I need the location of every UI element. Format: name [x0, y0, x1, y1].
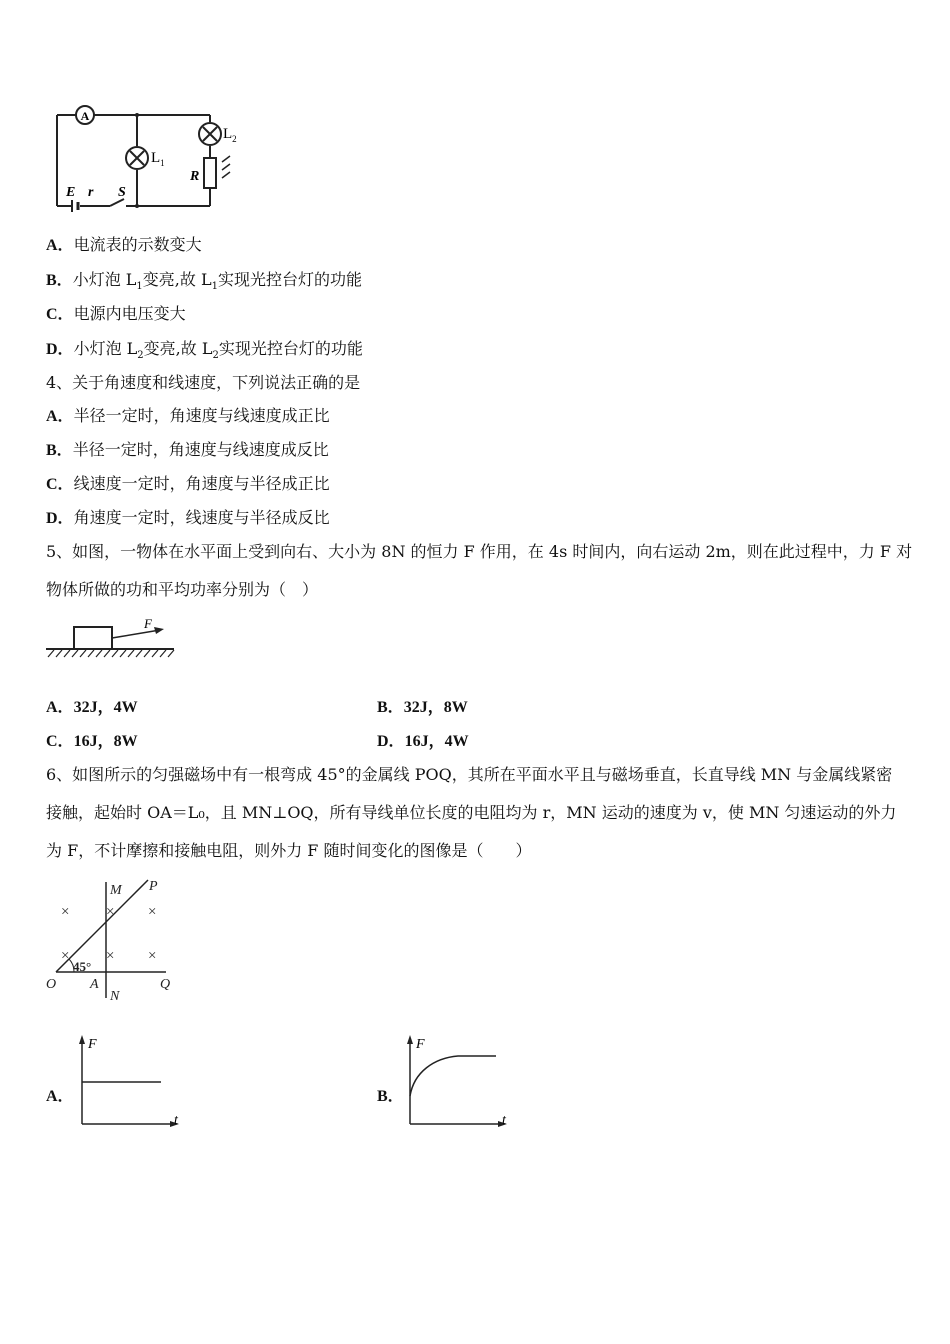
- magnetic-field-diagram: [44, 872, 184, 1007]
- q5-option-c[interactable]: C．16J，8W: [46, 733, 138, 750]
- internal-resistance-label: r: [88, 185, 94, 200]
- q3-option-d[interactable]: D．小灯泡 $L_2$变亮,故 $L_2$实现光控台灯的功能: [46, 339, 363, 362]
- graph-b[interactable]: [398, 1032, 518, 1132]
- photoresistor-icon: [204, 156, 230, 188]
- q6-option-b-label[interactable]: B．: [377, 1088, 404, 1105]
- q5-option-a[interactable]: A．32J，4W: [46, 699, 138, 716]
- lamp-l2-icon: [199, 123, 221, 145]
- q3-option-a[interactable]: A．电流表的示数变大: [46, 235, 202, 254]
- graph-b-y-label: F: [416, 1037, 425, 1052]
- q5-option-b[interactable]: B．32J，8W: [377, 699, 468, 716]
- emf-label: E: [66, 185, 76, 200]
- lamp-l1-icon: [126, 147, 148, 169]
- field-cross: ×: [148, 948, 157, 964]
- circuit-diagram: [50, 100, 250, 220]
- switch-label: S: [118, 185, 126, 200]
- q4-stem: 4、关于角速度和线速度，下列说法正确的是: [46, 373, 361, 392]
- lamp-l1-label: $L_1$: [151, 150, 165, 168]
- force-label: F: [144, 616, 152, 631]
- lamp-l2-label: $L_2$: [223, 126, 237, 144]
- q6-stem-line3: 为 F，不计摩擦和接触电阻，则外力 F 随时间变化的图像是（ ）: [46, 841, 532, 860]
- q4-option-a[interactable]: A．半径一定时，角速度与线速度成正比: [46, 406, 330, 425]
- block-force-diagram: [44, 614, 179, 662]
- label-n: N: [110, 989, 120, 1004]
- graph-b-x-label: t: [502, 1113, 506, 1128]
- label-a: A: [90, 977, 99, 992]
- q4-option-d[interactable]: D．角速度一定时，线速度与半径成反比: [46, 508, 330, 527]
- field-cross: ×: [106, 904, 115, 920]
- q6-stem-line1: 6、如图所示的匀强磁场中有一根弯成 45°的金属线 POQ，其所在平面水平且与磁场垂直，长直导线 MN 与金属线紧密: [46, 765, 893, 784]
- label-m: M: [110, 883, 122, 898]
- graph-a-x-label: t: [174, 1113, 178, 1128]
- q4-option-c[interactable]: C．线速度一定时，角速度与半径成正比: [46, 474, 330, 493]
- graph-b-curve: [410, 1056, 496, 1096]
- resistor-label: R: [190, 169, 200, 184]
- q3-option-b[interactable]: B．小灯泡 $L_1$变亮,故 $L_1$实现光控台灯的功能: [46, 270, 362, 293]
- graph-a-y-label: F: [88, 1037, 97, 1052]
- q5-option-d[interactable]: D．16J，4W: [377, 733, 469, 750]
- label-q: Q: [160, 977, 171, 992]
- q4-option-b[interactable]: B．半径一定时，角速度与线速度成反比: [46, 440, 329, 459]
- label-o: O: [46, 977, 57, 992]
- angle-label: 45°: [73, 959, 92, 974]
- q5-stem-line1: 5、如图，一物体在水平面上受到向右、大小为 8N 的恒力 F 作用，在 4s 时间内，向右运动 2m，则在此过程中，力 F 对: [46, 542, 913, 561]
- field-cross: ×: [61, 904, 70, 920]
- q3-option-c[interactable]: C．电源内电压变大: [46, 304, 186, 323]
- ammeter-label: A: [80, 109, 90, 123]
- field-cross: ×: [148, 904, 157, 920]
- field-cross: ×: [106, 948, 115, 964]
- q6-option-a-label[interactable]: A．: [46, 1088, 74, 1105]
- label-p: P: [149, 879, 158, 894]
- graph-a[interactable]: [70, 1032, 190, 1132]
- field-cross: ×: [61, 948, 70, 964]
- q6-stem-line2: 接触，起始时 OA＝L₀，且 MN⊥OQ，所有导线单位长度的电阻均为 r，MN 运动的速度为 v，使 MN 匀速运动的外力: [46, 803, 897, 822]
- q5-stem-line2: 物体所做的功和平均功率分别为（ ）: [46, 580, 319, 599]
